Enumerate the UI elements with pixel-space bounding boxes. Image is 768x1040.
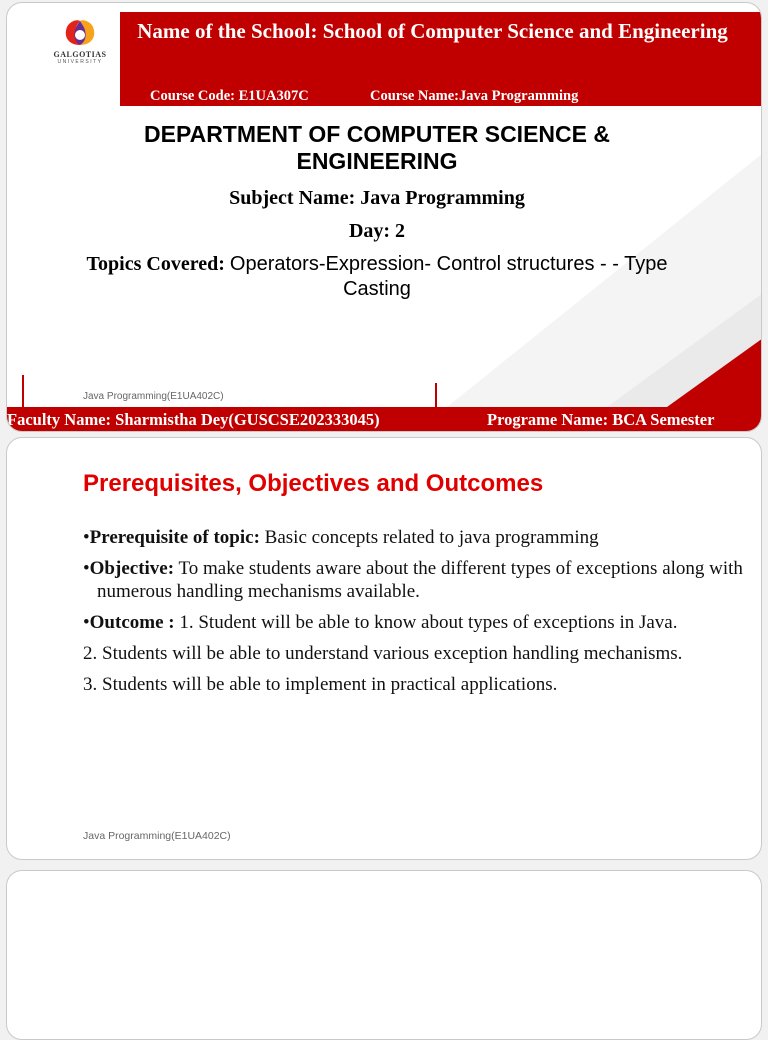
- school-name: Name of the School: School of Computer Science and Engineering: [137, 19, 728, 43]
- programe-name: Programe Name: BCA Semester: [487, 410, 715, 429]
- logo-name: GALGOTIAS: [53, 50, 107, 59]
- prerequisites-slide: [6, 437, 762, 860]
- topics-label: Topics Covered:: [86, 253, 225, 275]
- school-header-banner: [120, 12, 762, 106]
- department-title: DEPARTMENT OF COMPUTER SCIENCE & ENGINEERING: [144, 121, 610, 174]
- slide-footer: Java Programming(E1UA402C): [83, 391, 224, 402]
- topics-covered: [67, 252, 687, 302]
- list-item: 2. Students will be able to understand various exception handling mechanisms.: [83, 643, 683, 664]
- logo-subtitle: UNIVERSITY: [57, 59, 103, 65]
- topics-value: Operators-Expression- Control structures - - Type Casting: [229, 253, 668, 300]
- divider-mark: [435, 383, 437, 409]
- university-logo-icon: [43, 17, 117, 75]
- course-name: Course Name:Java Programming: [370, 88, 579, 104]
- list-item: •Outcome : 1. Student will be able to know about types of exceptions in Java.: [83, 612, 678, 633]
- list-item: •Prerequisite of topic: Basic concepts related to java programming: [83, 527, 599, 548]
- course-code: Course Code: E1UA307C: [150, 88, 309, 104]
- subject-name: Subject Name: Java Programming: [229, 187, 525, 209]
- day-label: Day: 2: [348, 220, 406, 242]
- content-list: [83, 526, 743, 704]
- list-item: •Objective: To make students aware about the different types of exceptions along with numerous handling mechanisms available.: [83, 558, 743, 602]
- slide-title: Prerequisites, Objectives and Outcomes: [83, 470, 544, 497]
- faculty-banner: [7, 407, 762, 432]
- slide-footer: Java Programming(E1UA402C): [83, 830, 231, 842]
- divider-mark: [22, 375, 24, 409]
- next-slide: [6, 870, 762, 1040]
- title-slide: [6, 2, 762, 432]
- faculty-name: Faculty Name: Sharmistha Dey(GUSCSE202333045): [7, 410, 380, 429]
- list-item: 3. Students will be able to implement in practical applications.: [83, 674, 558, 695]
